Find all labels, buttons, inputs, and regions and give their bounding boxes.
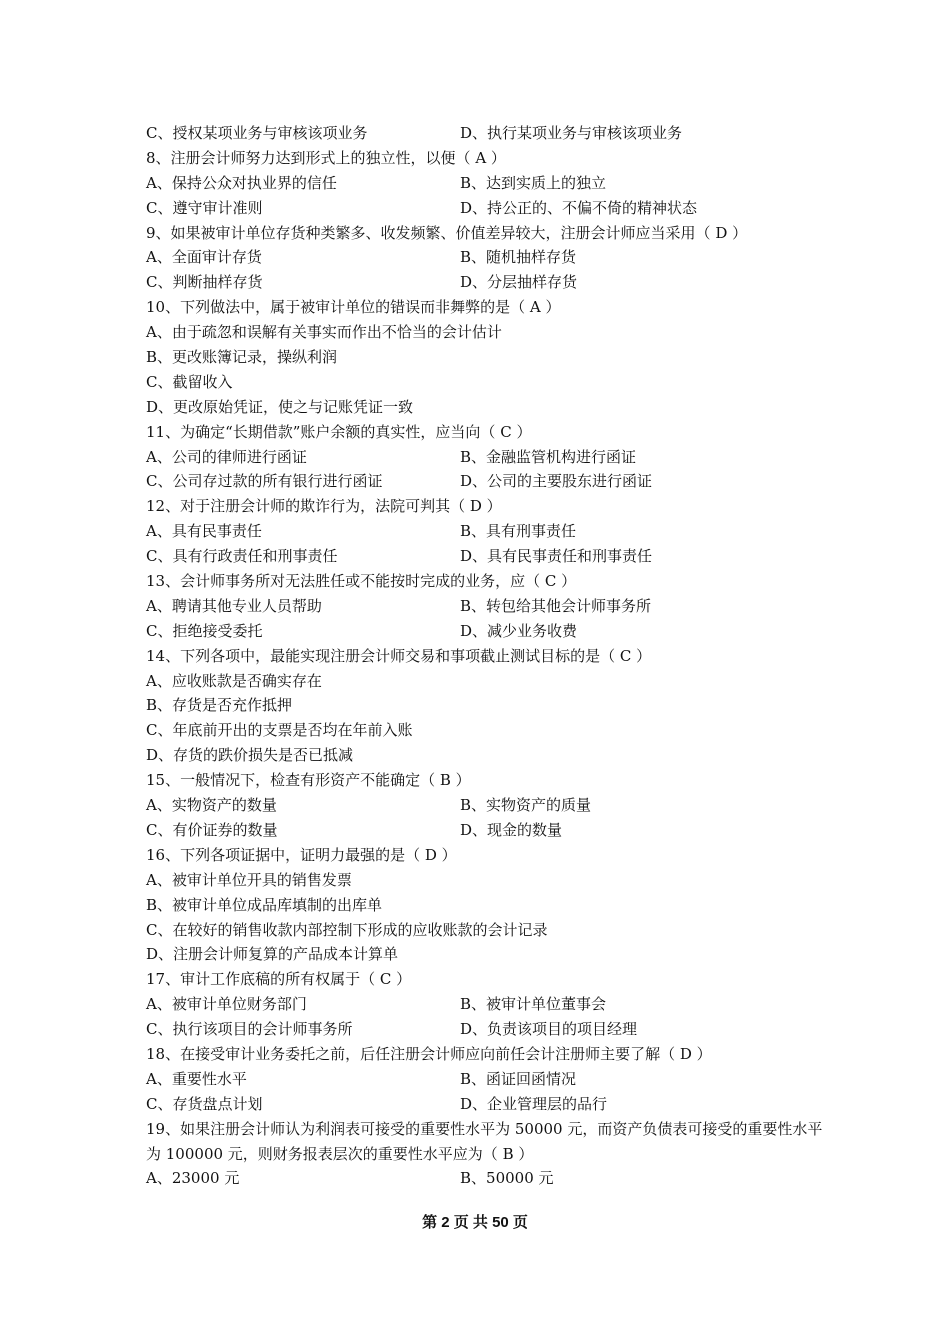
question-text: 12、对于注册会计师的欺诈行为，法院可判其（ D ） <box>146 497 502 516</box>
option-right: B、达到实质上的独立 <box>460 173 607 192</box>
option-line: B、更改账簿记录，操纵利润 <box>146 348 338 367</box>
option-right: D、分层抽样存货 <box>460 273 578 292</box>
option-right: D、负责该项目的项目经理 <box>460 1020 638 1039</box>
option-left: C、判断抽样存货 <box>146 273 263 292</box>
option-line: D、存货的跌价损失是否已抵减 <box>146 746 354 765</box>
option-right: B、实物资产的质量 <box>460 796 592 815</box>
option-row <box>146 1166 826 1191</box>
option-left: A、保持公众对执业界的信任 <box>146 173 337 192</box>
option-left: C、遵守审计准则 <box>146 198 263 217</box>
option-left: C、具有行政责任和刑事责任 <box>146 547 338 566</box>
option-right: D、减少业务收费 <box>460 621 578 640</box>
question-text: 16、下列各项证据中，证明力最强的是（ D ） <box>146 845 457 864</box>
option-row <box>146 171 826 196</box>
question-text: 11、为确定“长期借款”账户余额的真实性，应当向（ C ） <box>146 422 532 441</box>
option-row <box>146 793 826 818</box>
option-left: A、全面审计存货 <box>146 248 262 267</box>
option-line: C、截留收入 <box>146 372 233 391</box>
option-line: A、由于疏忽和误解有关事实而作出不恰当的会计估计 <box>146 323 502 342</box>
option-left: C、授权某项业务与审核该项业务 <box>146 124 368 142</box>
option-line: D、更改原始凭证，使之与记账凭证一致 <box>146 397 414 416</box>
option-left: C、存货盘点计划 <box>146 1094 263 1113</box>
option-right: D、执行某项业务与审核该项业务 <box>460 124 683 142</box>
option-line: C、在较好的销售收款内部控制下形成的应收账款的会计记录 <box>146 920 548 939</box>
option-line: A、应收账款是否确实存在 <box>146 671 322 690</box>
option-right: B、具有刑事责任 <box>460 522 577 541</box>
question-text: 8、注册会计师努力达到形式上的独立性，以便（ A ） <box>146 148 506 167</box>
question-text: 13、会计师事务所对无法胜任或不能按时完成的业务，应（ C ） <box>146 572 577 591</box>
option-left: A、重要性水平 <box>146 1069 247 1088</box>
option-row <box>146 1067 826 1092</box>
option-line: D、注册会计师复算的产品成本计算单 <box>146 945 399 964</box>
option-left: A、23000 元 <box>146 1169 240 1188</box>
option-row <box>146 121 826 146</box>
option-row <box>146 544 826 569</box>
option-row <box>146 619 826 644</box>
option-row <box>146 270 826 295</box>
option-right: D、持公正的、不偏不倚的精神状态 <box>460 198 698 217</box>
option-left: A、被审计单位财务部门 <box>146 995 307 1014</box>
page-footer: 第 2 页 共 50 页 <box>422 1214 528 1231</box>
option-right: D、公司的主要股东进行函证 <box>460 472 653 491</box>
option-left: A、公司的律师进行函证 <box>146 447 307 466</box>
option-row <box>146 445 826 470</box>
option-row <box>146 818 826 843</box>
option-left: A、具有民事责任 <box>146 522 262 541</box>
option-right: D、具有民事责任和刑事责任 <box>460 547 653 566</box>
option-right: B、金融监管机构进行函证 <box>460 447 637 466</box>
option-right: B、50000 元 <box>460 1169 554 1188</box>
option-line: A、被审计单位开具的销售发票 <box>146 870 352 889</box>
option-row <box>146 196 826 221</box>
option-right: B、函证回函情况 <box>460 1069 577 1088</box>
option-row <box>146 245 826 270</box>
option-right: D、企业管理层的品行 <box>460 1094 608 1113</box>
option-left: C、有价证券的数量 <box>146 820 278 839</box>
option-row <box>146 594 826 619</box>
question-text: 19、如果注册会计师认为利润表可接受的重要性水平为 50000 元，而资产负债表可接受的重要性水平为 100000 元，则财务报表层次的重要性水平应为（ B ） <box>146 1119 823 1163</box>
question-text: 15、一般情况下，检查有形资产不能确定（ B ） <box>146 771 471 790</box>
option-row <box>146 992 826 1017</box>
option-row <box>146 1017 826 1042</box>
option-left: C、拒绝接受委托 <box>146 621 263 640</box>
question-text: 14、下列各项中，最能实现注册会计师交易和事项截止测试目标的是（ C ） <box>146 646 652 665</box>
question-list <box>146 121 826 1191</box>
option-left: A、聘请其他专业人员帮助 <box>146 596 322 615</box>
option-line: B、被审计单位成品库填制的出库单 <box>146 895 383 914</box>
option-row <box>146 519 826 544</box>
option-left: A、实物资产的数量 <box>146 796 277 815</box>
option-left: C、执行该项目的会计师事务所 <box>146 1020 353 1039</box>
option-row <box>146 1092 826 1117</box>
question-text: 10、下列做法中，属于被审计单位的错误而非舞弊的是（ A ） <box>146 298 561 317</box>
option-right: D、现金的数量 <box>460 820 563 839</box>
question-text: 17、审计工作底稿的所有权属于（ C ） <box>146 970 412 989</box>
option-row <box>146 469 826 494</box>
option-right: B、随机抽样存货 <box>460 248 577 267</box>
question-text: 9、如果被审计单位存货种类繁多、收发频繁、价值差异较大，注册会计师应当采用（ D ） <box>146 223 748 242</box>
option-right: B、转包给其他会计师事务所 <box>460 596 652 615</box>
option-right: B、被审计单位董事会 <box>460 995 607 1014</box>
question-text: 18、在接受审计业务委托之前，后任注册会计师应向前任会计注册师主要了解（ D ） <box>146 1044 712 1063</box>
option-line: B、存货是否充作抵押 <box>146 696 293 715</box>
option-line: C、年底前开出的支票是否均在年前入账 <box>146 721 413 740</box>
option-left: C、公司存过款的所有银行进行函证 <box>146 472 383 491</box>
